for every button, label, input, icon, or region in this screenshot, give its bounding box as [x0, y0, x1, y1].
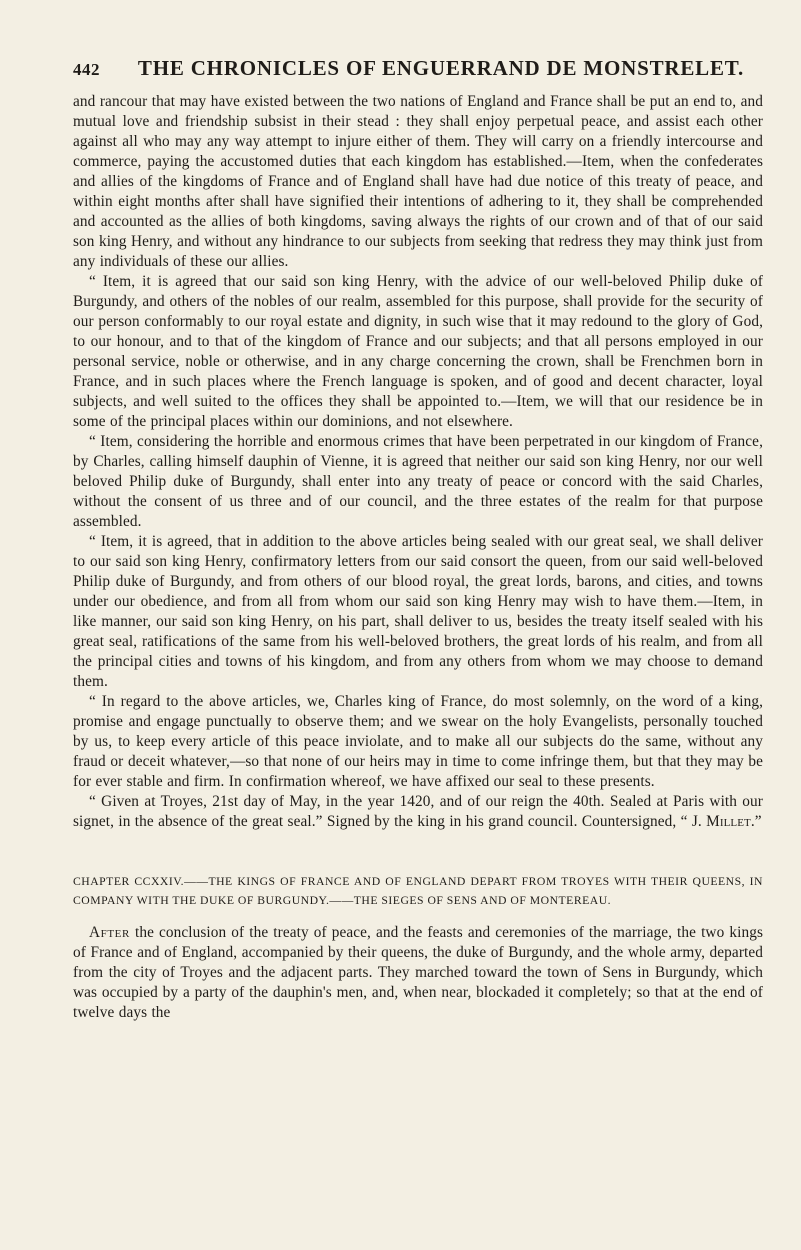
running-head: THE CHRONICLES OF ENGUERRAND DE MONSTRELET.: [137, 56, 745, 80]
page-header: [73, 38, 763, 78]
chapter-opening-text: the conclusion of the treaty of peace, and the feasts and ceremonies of the marriage, the two kings of France and of England, accompanied by their queens, the duke of Burgundy, and the whole army, departed from the city of Troyes and the adjacent parts. They marched toward the town of Sens in Burgundy, which was occupied by a party of the dauphin's men, and, when near, blockaded it completely; so that at the end of twelve days the: [73, 924, 763, 1021]
main-text: [73, 92, 763, 832]
chapter-heading: [73, 872, 763, 910]
paragraph-continued: and rancour that may have existed between the two nations of England and France shall be put an end to, and mutual love and friendship subsist in their stead : they shall enjoy perpetual peace, and assist each other against all who may any way attempt to injure either of them. They will carry on a friendly intercourse and commerce, paying the accustomed duties that each kingdom has established.—Item, when the confederates and allies of the kingdoms of France and of England shall have had due notice of this treaty of peace, and within eight months after shall have signified their intentions of adhering to it, they shall be comprehended and accounted as the allies of both kingdoms, saving always the rights of our crown and of that of our said son king Henry, and without any hindrance to our subjects from seeking that redress they may think just from any individuals of these our allies.: [73, 93, 763, 270]
chapter-text: [73, 923, 763, 1023]
paragraph-item-security: “ Item, it is agreed that our said son king Henry, with the advice of our well-beloved Philip duke of Burgundy, and others of the nobles of our realm, assembled for this purpose, shall provide for the security of our person conformably to our royal estate and dignity, in such wise that it may redound to the glory of God, to our honour, and to that of the kingdom of France and our subjects; and that all persons employed in our personal service, noble or otherwise, and in any charge concerning the crown, shall be Frenchmen born in France, and in such places where the French language is spoken, and of good and decent character, loyal subjects, and well suited to the offices they shall be appointed to.—Item, we will that our residence be in some of the principal places within our dominions, and not elsewhere.: [73, 273, 763, 430]
paragraph-item-dauphin: “ Item, considering the horrible and enormous crimes that have been perpetrated in our kingdom of France, by Charles, calling himself dauphin of Vienne, it is agreed that neither our said son king Henry, nor our well beloved Philip duke of Burgundy, shall enter into any treaty of peace or concord with the said Charles, without the consent of us three and of our council, and the three estates of the realm for that purpose assembled.: [73, 433, 763, 530]
chapter-heading-text: CHAPTER CCXXIV.——THE KINGS OF FRANCE AND OF ENGLAND DEPART FROM TROYES WITH THEIR QUEENS, IN COMPANY WITH THE DUKE OF BURGUNDY.——THE SIEGES OF SENS AND OF MONTEREAU.: [73, 875, 763, 907]
lead-word: After: [89, 924, 130, 941]
given-at-text: “ Given at Troyes, 21st day of May, in the year 1420, and of our reign the 40th. Sealed at Paris with our signet, in the absence of the great seal.” Signed by the king in his grand council. Countersigned, “: [73, 793, 763, 830]
closing-quote: ”: [754, 813, 762, 830]
signatory-name: J. Millet.: [691, 813, 755, 830]
page-number: 442: [73, 60, 100, 79]
paragraph-given-at-troyes: [73, 792, 763, 832]
paragraph-item-seals: “ Item, it is agreed, that in addition to the above articles being sealed with our great seal, we shall deliver to our said son king Henry, confirmatory letters from our said consort the queen, from our said well-beloved Philip duke of Burgundy, and from others of our blood royal, the great lords, barons, and cities, and towns under our obedience, and from all from whom our said son king Henry may wish to have them.—Item, in like manner, our said son king Henry, on his part, shall deliver to us, besides the treaty itself sealed with his great seal, ratifications of the same from his well-beloved brothers, the great lords of his realm, and from all the principal cities and towns of his kingdom, and from any others from whom we may choose to demand them.: [73, 533, 763, 690]
chapter-opening-paragraph: [73, 923, 763, 1023]
paragraph-oath: “ In regard to the above articles, we, Charles king of France, do most solemnly, on the word of a king, promise and engage punctually to observe them; and we swear on the holy Evangelists, personally touched by us, to keep every article of this peace inviolate, and to make all our subjects do the same, without any fraud or deceit whatever,—so that none of our heirs may in time to come infringe them, but that they may be for ever stable and firm. In confirmation whereof, we have affixed our seal to these presents.: [73, 693, 763, 790]
